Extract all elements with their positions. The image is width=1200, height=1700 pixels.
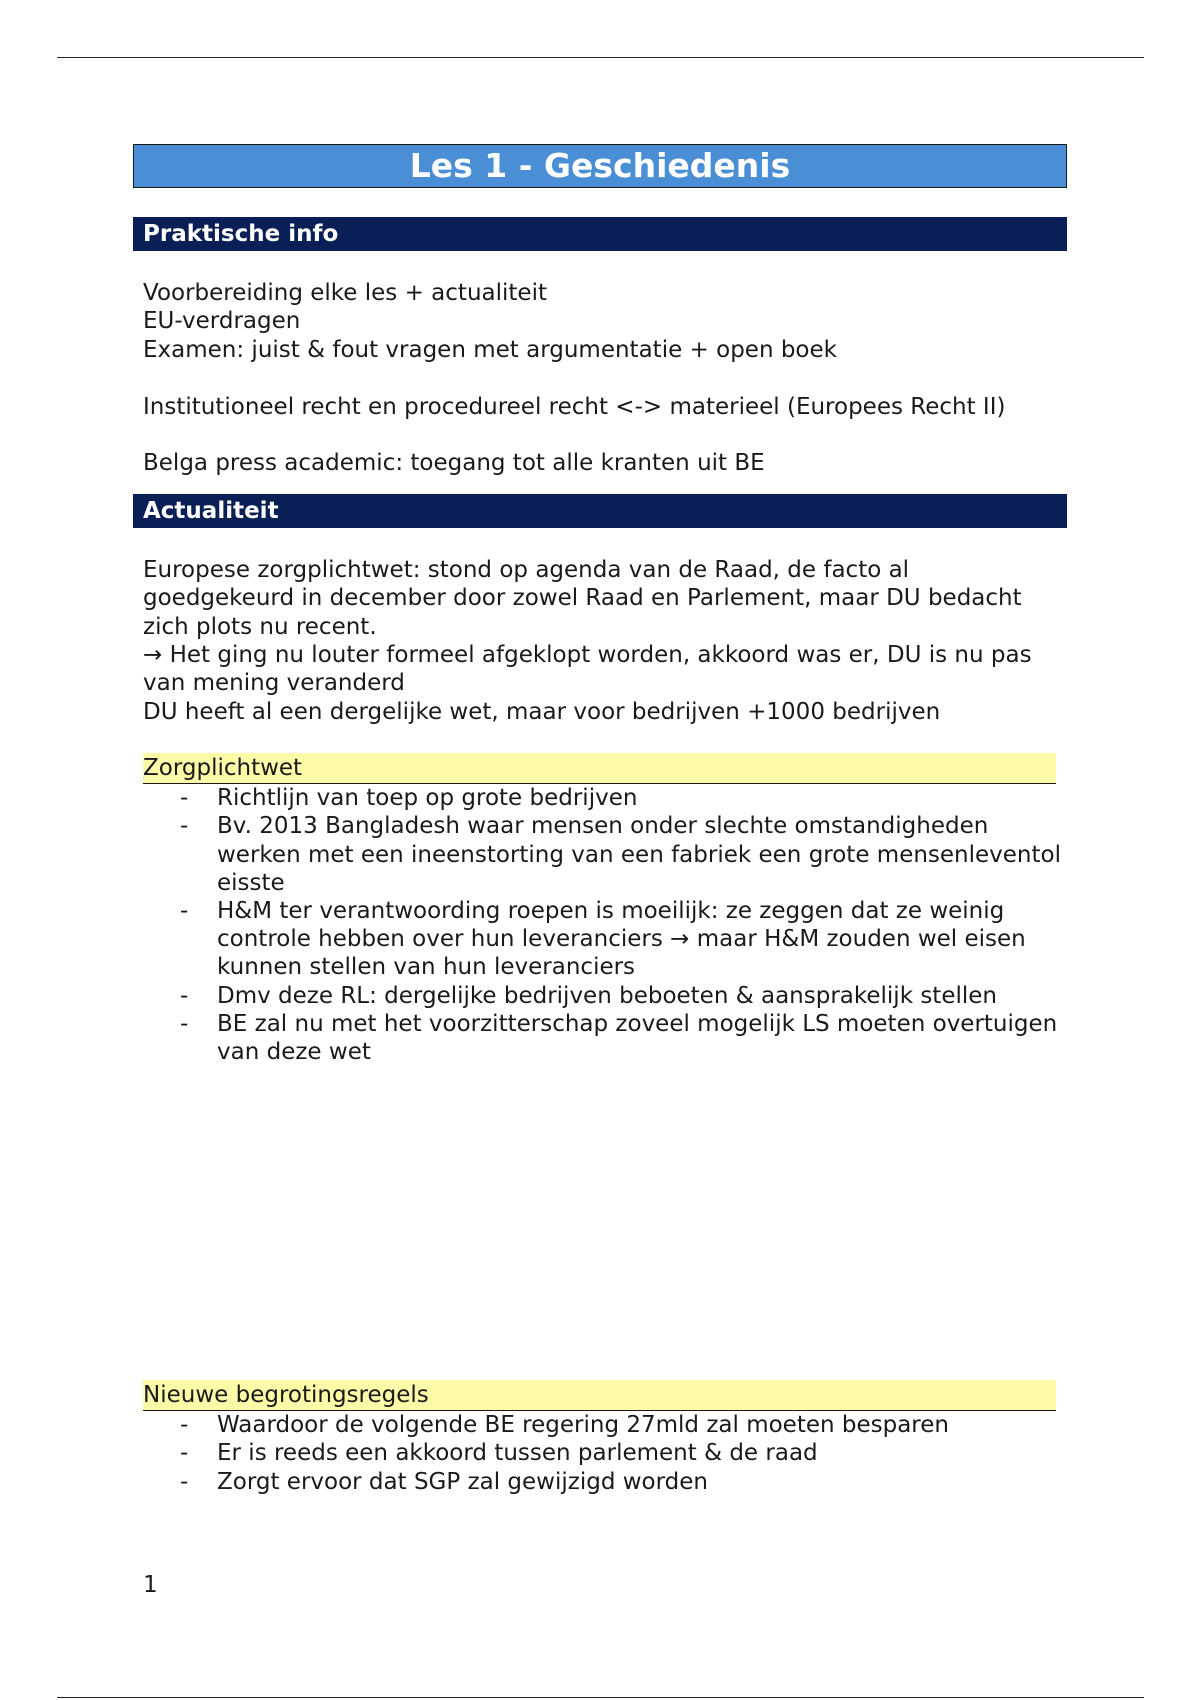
actualiteit-paragraph: Europese zorgplichtwet: stond op agenda van de Raad, de facto al goedgekeurd in december door zowel Raad en Parlement, maar DU bedacht zich plots nu recent. (143, 556, 1022, 640)
begrotingsregels-bullet-list (133, 1411, 1067, 1496)
list-item: - Er is reeds een akkoord tussen parlement & de raad (180, 1440, 818, 1467)
actualiteit-paragraph: DU heeft al een dergelijke wet, maar voor bedrijven +1000 bedrijven (143, 698, 941, 725)
document-title: Les 1 - Geschiedenis (409, 146, 791, 185)
list-item: - Bv. 2013 Bangladesh waar mensen onder slechte omstandigheden werken met een ineenstorting van een fabriek een grote mensenleventol eisste (180, 813, 1061, 896)
info-line: Belga press academic: toegang tot alle kranten uit BE (143, 450, 765, 477)
footer-rule (57, 1697, 1144, 1698)
header-rule (57, 57, 1144, 58)
list-item: - Zorgt ervoor dat SGP zal gewijzigd worden (180, 1468, 709, 1495)
list-item: - BE zal nu met het voorzitterschap zoveel mogelijk LS moeten overtuigen van deze wet (180, 1010, 1058, 1066)
page-number: 1 (143, 1572, 158, 1598)
info-line: Examen: juist & fout vragen met argumentatie + open boek (143, 336, 837, 363)
list-item: - H&M ter verantwoording roepen is moeilijk: ze zeggen dat ze weinig controle hebben over hun leveranciers → maar H&M zouden wel eisen kunnen stellen van hun leveranciers (180, 898, 1026, 981)
section-heading-text: Actualiteit (143, 497, 279, 524)
section-heading-praktische-info (133, 217, 1067, 251)
info-line: EU-verdragen (143, 308, 301, 335)
list-item: - Waardoor de volgende BE regering 27mld zal moeten besparen (180, 1412, 949, 1439)
section-heading-text: Praktische info (143, 221, 339, 247)
list-item: - Dmv deze RL: dergelijke bedrijven beboeten & aansprakelijk stellen (180, 982, 997, 1009)
document-title-bar (133, 144, 1067, 188)
page-content (133, 144, 1067, 1496)
section-heading-actualiteit (133, 494, 1067, 528)
list-item: - Richtlijn van toep op grote bedrijven (180, 785, 638, 812)
zorgplichtwet-bullet-list (133, 784, 1067, 1066)
info-line: Voorbereiding elke les + actualiteit (143, 280, 547, 306)
info-line: Institutioneel recht en procedureel recht <-> materieel (Europees Recht II) (143, 393, 1006, 420)
actualiteit-paragraph: → Het ging nu louter formeel afgeklopt worden, akkoord was er, DU is nu pas van mening veranderd (143, 642, 1032, 697)
subheading-begrotingsregels: Nieuwe begrotingsregels (143, 1380, 1056, 1411)
subheading-zorgplichtwet: Zorgplichtwet (143, 753, 1056, 784)
